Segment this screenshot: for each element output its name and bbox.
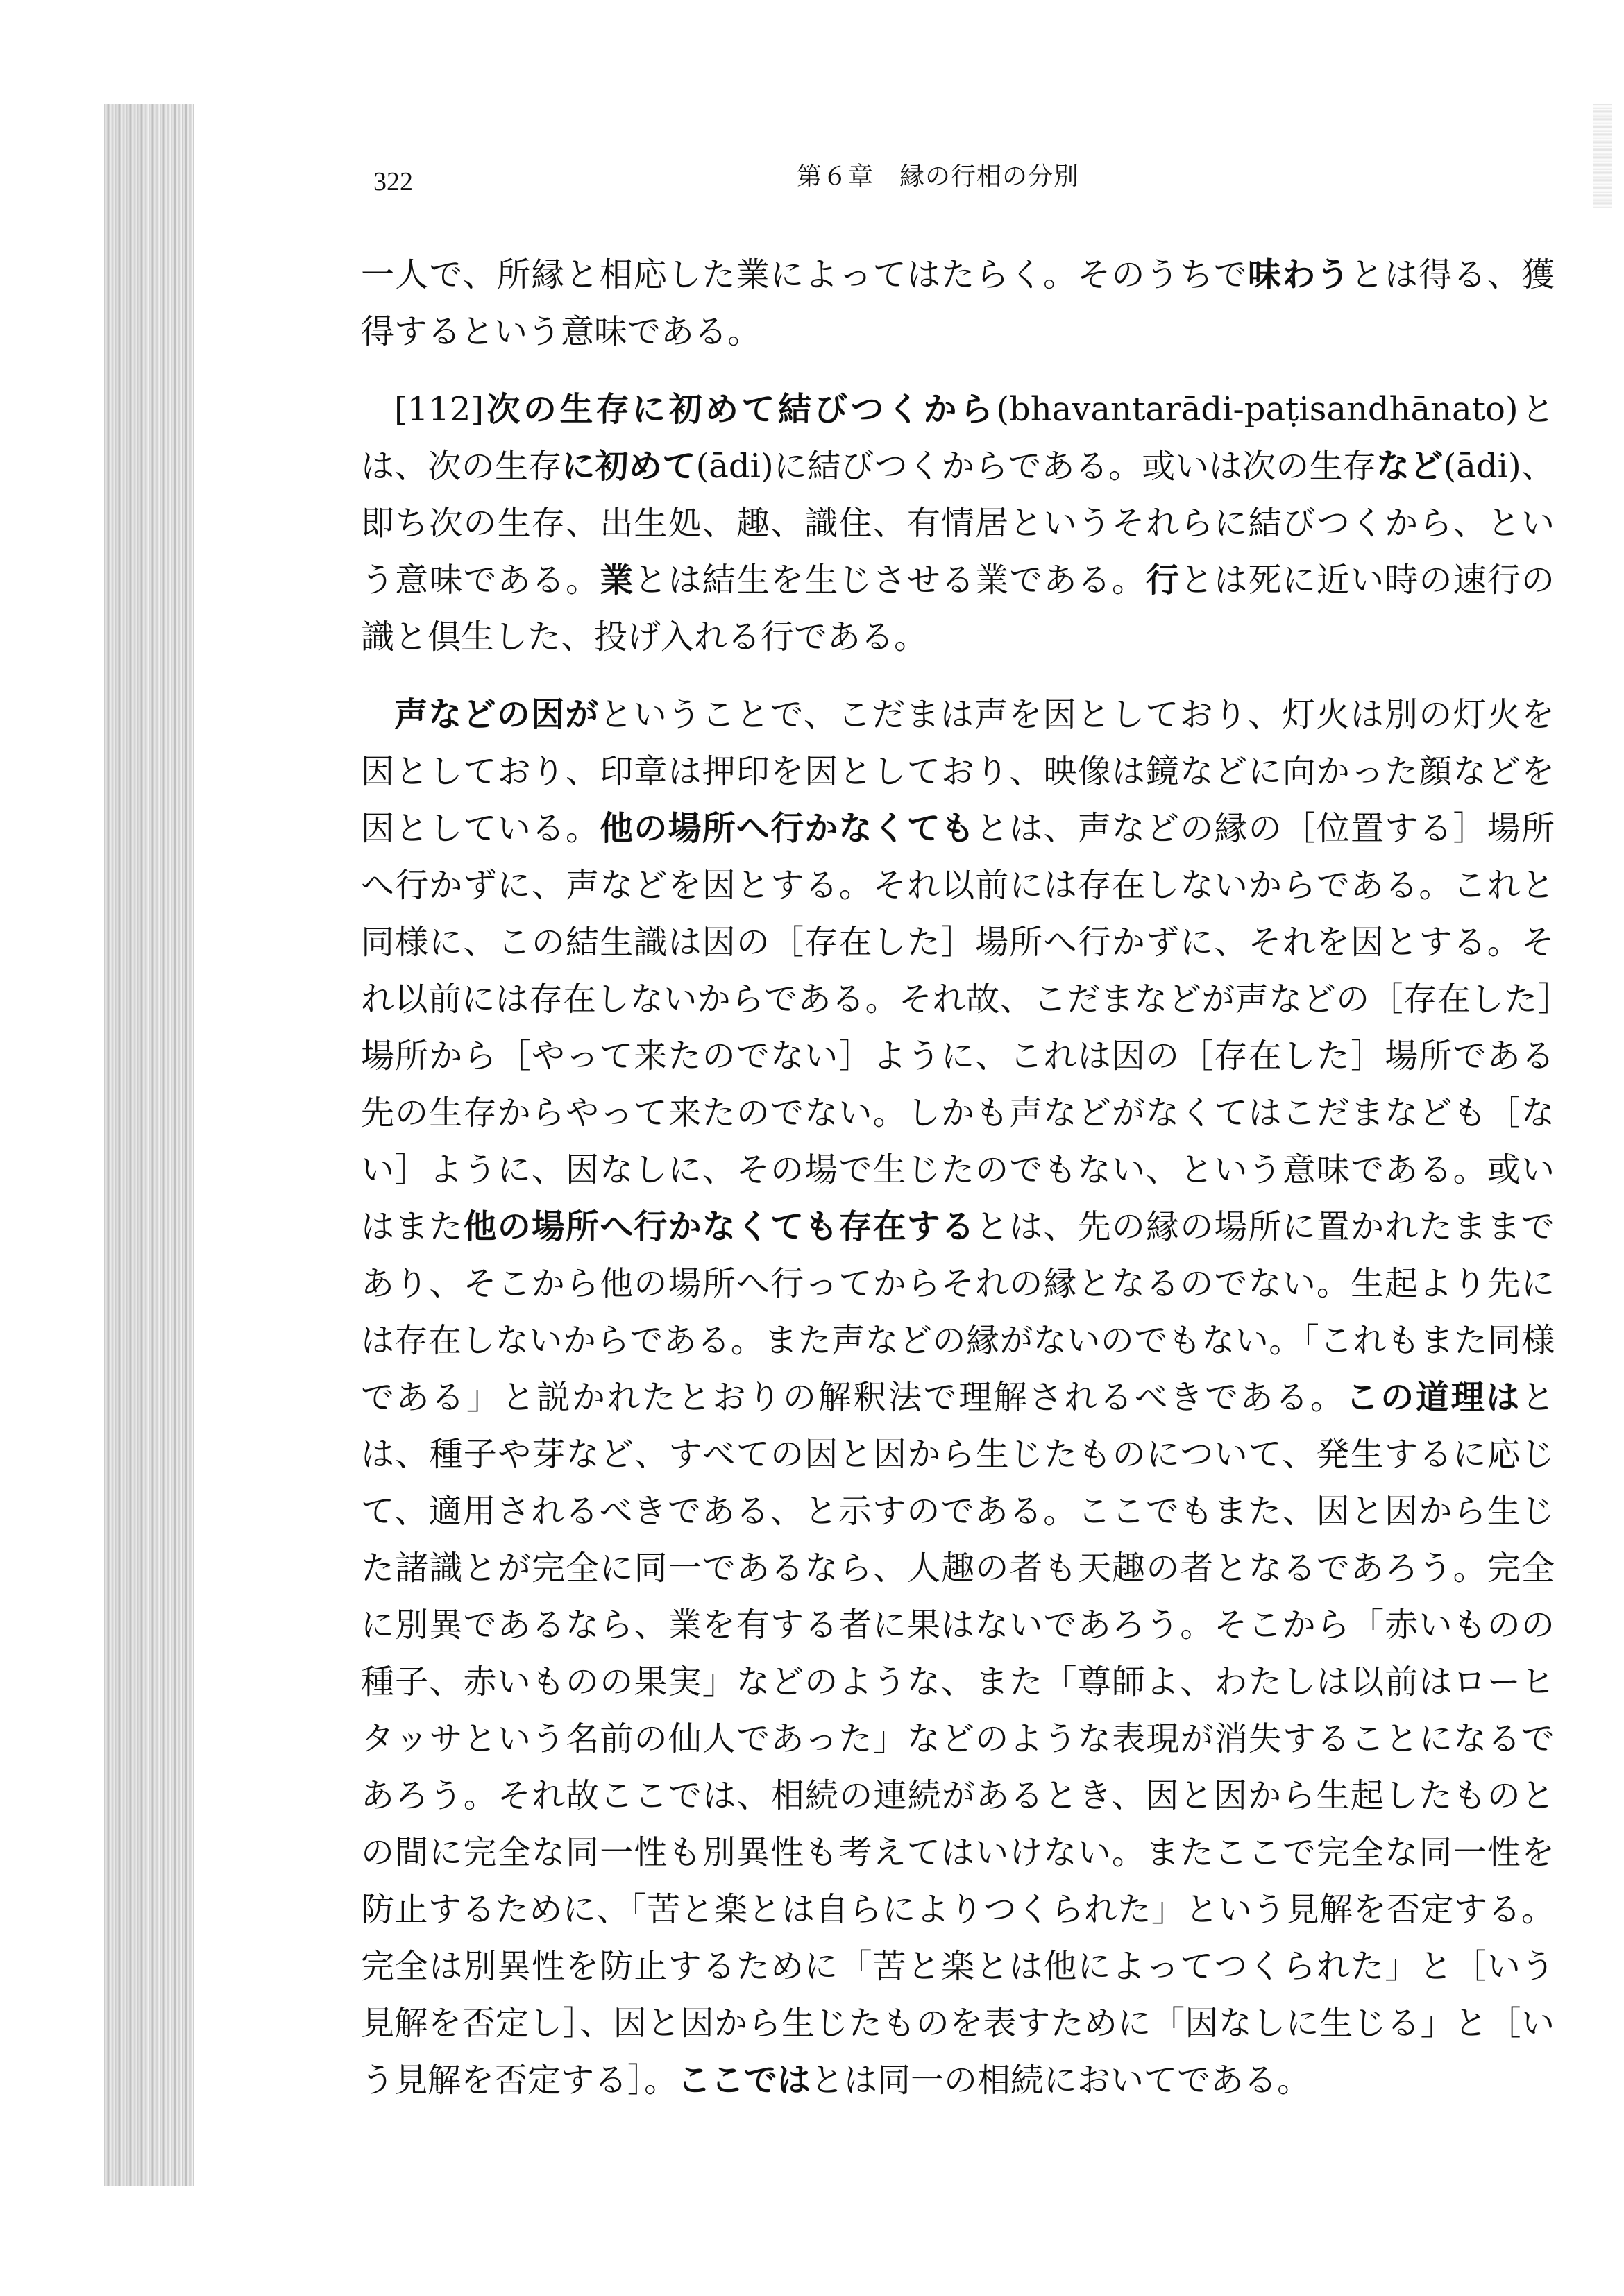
- bold-term: 声などの因が: [394, 695, 600, 734]
- bold-term: この道理は: [1345, 1378, 1521, 1417]
- text-run: ということで、こだまは声を因としており、灯火は別の灯火を因としており、印章は押印を因としており、映像は鏡などに向かった顔などを因としている。: [361, 695, 1555, 848]
- text-run: とは、先の縁の場所に置かれたままであり、そこから他の場所へ行ってからそれの縁となるのでない。生起より先には存在しないからである。また声などの縁がないのでもない。「これもまた同様である」と説かれたとおりの解釈法で理解されるべきである。: [361, 1207, 1555, 1417]
- text-run: (ādi)、即ち次の生存、出生処、趣、識住、有情居というそれらに結びつくから、という意味である。: [361, 447, 1555, 599]
- text-run: とは死に近い時の速行の識と倶生した、投げ入れる行である。: [361, 561, 1555, 656]
- scan-gutter-shadow: [104, 104, 194, 2186]
- bold-term: 味わう: [1248, 255, 1351, 294]
- bold-term: 業: [600, 561, 634, 599]
- paragraph: [361, 686, 1555, 2109]
- bold-term: など: [1376, 447, 1444, 486]
- text-run: とは同一の相続においてである。: [811, 2061, 1311, 2100]
- bold-term: ここでは: [677, 2061, 811, 2100]
- text-run: (bhavantarādi-paṭisandhānato)とは、次の生存: [361, 390, 1555, 486]
- text-run: (ādi)に結びつくからである。或いは次の生存: [695, 447, 1377, 486]
- bold-term: 行: [1146, 561, 1181, 599]
- bold-term: に初めて: [561, 447, 696, 486]
- text-run: とは得る、獲得するという意味である。: [361, 255, 1555, 351]
- page-number: 322: [373, 167, 413, 196]
- scan-edge-speckle: [1593, 104, 1612, 208]
- body-text: [361, 246, 1555, 2129]
- text-run: とは、種子や芽など、すべての因と因から生じたものについて、発生するに応じて、適用されるべきである、と示すのである。ここでもまた、因と因から生じた諸識とが完全に同一であるなら、人趣の者も天趣の者となるであろう。完全に別異であるなら、業を有する者に果はないであろう。そこから「赤いものの種子、赤いものの果実」などのような、また「尊師よ、わたしは以前はローヒタッサという名前の仙人であった」などのような表現が消失することになるであろう。それ故ここでは、相続の連続があるとき、因と因から生起したものとの間に完全な同一性も別異性も考えてはいけない。またここで完全な同一性を防止するために、「苦と楽とは自らによりつくられた」という見解を否定する。完全は別異性を防止するために「苦と楽とは他によってつくられた」と［いう見解を否定し］、因と因から生じたものを表すために「因なしに生じる」と［いう見解を否定する］。: [361, 1378, 1555, 2100]
- text-run: とは結生を生じさせる業である。: [634, 561, 1147, 599]
- paragraph: [361, 381, 1555, 665]
- paragraph: [361, 246, 1555, 360]
- running-head: 第６章 縁の行相の分別: [797, 162, 1080, 191]
- bold-term: 他の場所へ行かなくても存在する: [463, 1207, 976, 1246]
- text-run: 一人で、所縁と相応した業によってはたらく。そのうちで: [361, 255, 1248, 294]
- bold-term: 他の場所へ行かなくても: [600, 809, 976, 848]
- bold-term: 次の生存に初めて結びつくから: [484, 390, 997, 429]
- text-run: とは、声などの縁の［位置する］場所へ行かずに、声などを因とする。それ以前には存在しないからである。これと同様に、この結生識は因の［存在した］場所へ行かずに、それを因とする。それ以前には存在しないからである。それ故、こだまなどが声などの［存在した］場所から［やって来たのでない］ように、これは因の［存在した］場所である先の生存からやって来たのでない。しかも声などがなくてはこだまなども［ない］ように、因なしに、その場で生じたのでもない、という意味である。或いはまた: [361, 809, 1555, 1246]
- text-run: [112]: [394, 390, 484, 429]
